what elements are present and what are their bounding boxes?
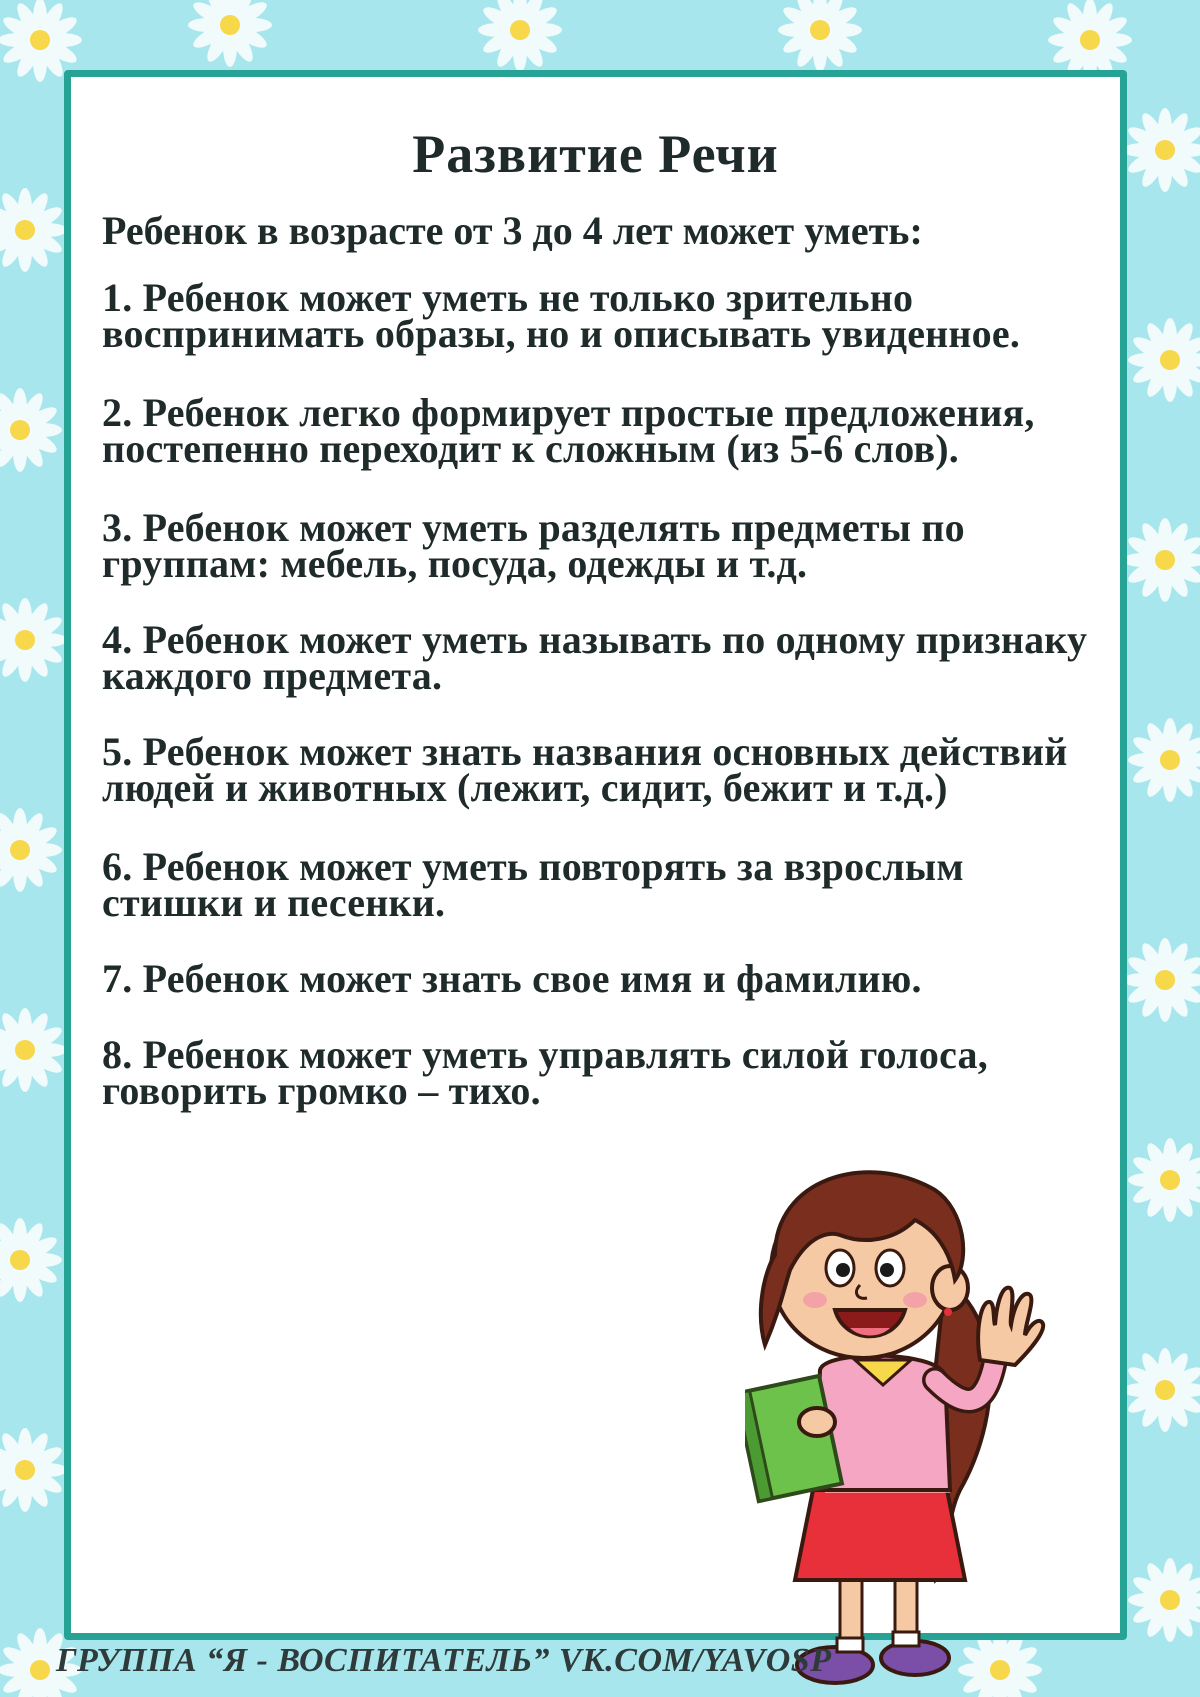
girl-illustration (745, 1160, 1075, 1697)
page-title: Развитие Речи (412, 124, 779, 184)
skills-list (102, 275, 1102, 1113)
list-item: 1. Ребенок может уметь не только зрительно воспринимать образы, но и описывать увиденное. (102, 275, 1021, 356)
intro-text: Ребенок в возрасте от 3 до 4 лет может уметь: (102, 208, 923, 253)
footer-credit: ГРУППА “Я - ВОСПИТАТЕЛЬ” VK.COM/YAVOSP (56, 1642, 832, 1679)
list-item: 2. Ребенок легко формирует простые предложения, постепенно переходит к сложным (из 5-6 слов). (102, 390, 1035, 471)
list-item: 4. Ребенок может уметь называть по одному признаку каждого предмета. (102, 617, 1088, 698)
list-item: 6. Ребенок может уметь повторять за взрослым стишки и песенки. (102, 844, 964, 925)
list-item: 8. Ребенок может уметь управлять силой голоса, говорить громко – тихо. (102, 1032, 988, 1113)
list-item: 7. Ребенок может знать свое имя и фамилию. (102, 956, 922, 1001)
list-item: 3. Ребенок может уметь разделять предметы по группам: мебель, посуда, одежды и т.д. (102, 505, 965, 586)
list-item: 5. Ребенок может знать названия основных действий людей и животных (лежит, сидит, бежит и т.д.) (102, 729, 1068, 810)
